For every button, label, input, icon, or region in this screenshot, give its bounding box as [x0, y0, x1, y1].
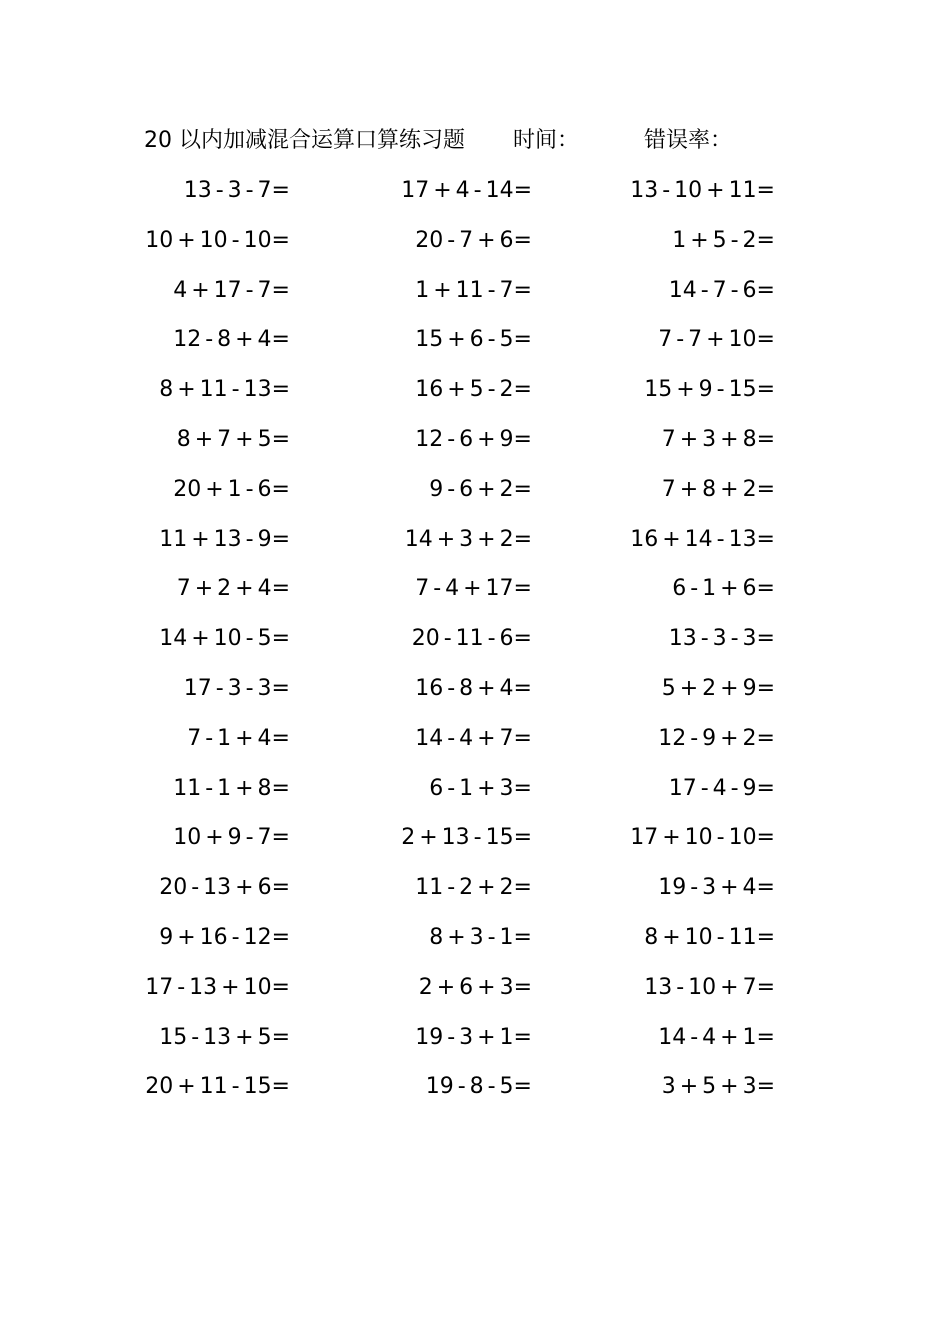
math-problem: 14 - 4 + 7=	[415, 725, 532, 751]
math-problem: 14 - 4 + 1=	[658, 1024, 775, 1050]
math-problem: 9 + 16 - 12=	[159, 924, 290, 950]
math-problem: 14 + 3 + 2=	[404, 526, 532, 552]
problem-row	[0, 664, 950, 714]
math-problem: 11 - 2 + 2=	[415, 875, 532, 901]
problem-row	[0, 963, 950, 1013]
math-problem: 20 - 13 + 6=	[159, 875, 290, 901]
math-problem: 12 - 8 + 4=	[173, 327, 290, 353]
math-problem: 7 - 7 + 10=	[658, 327, 775, 353]
math-problem: 10 + 9 - 7=	[173, 825, 290, 851]
problem-row	[0, 216, 950, 266]
math-problem: 8 + 3 - 1=	[429, 924, 532, 950]
math-problem: 7 - 4 + 17=	[415, 576, 532, 602]
math-problem: 16 - 8 + 4=	[415, 675, 532, 701]
math-problem: 17 + 10 - 10=	[630, 825, 775, 851]
math-problem: 17 - 4 - 9=	[668, 775, 775, 801]
math-problem: 11 - 1 + 8=	[173, 775, 290, 801]
math-problem: 16 + 14 - 13=	[630, 526, 775, 552]
math-problem: 13 - 10 + 7=	[644, 974, 775, 1000]
math-problem: 17 - 13 + 10=	[145, 974, 290, 1000]
math-problem: 19 - 3 + 1=	[415, 1024, 532, 1050]
math-problem: 15 + 6 - 5=	[415, 327, 532, 353]
math-problem: 7 - 1 + 4=	[187, 725, 290, 751]
problem-row	[0, 764, 950, 814]
math-problem: 17 - 3 - 3=	[183, 675, 290, 701]
math-problem: 5 + 2 + 9=	[661, 675, 775, 701]
math-problem: 20 + 11 - 15=	[145, 1074, 290, 1100]
math-problem: 2 + 13 - 15=	[401, 825, 532, 851]
math-problem: 9 - 6 + 2=	[429, 476, 532, 502]
problem-row	[0, 564, 950, 614]
math-problem: 8 + 10 - 11=	[644, 924, 775, 950]
time-label: 时间：	[513, 128, 580, 153]
math-problem: 17 + 4 - 14=	[401, 178, 532, 203]
problem-row	[0, 813, 950, 863]
math-problem: 12 - 9 + 2=	[658, 725, 775, 751]
problem-row	[0, 515, 950, 565]
math-problem: 7 + 3 + 8=	[661, 426, 775, 452]
math-problem: 4 + 17 - 7=	[173, 277, 290, 303]
problem-row	[0, 365, 950, 415]
problem-row	[0, 266, 950, 316]
math-problem: 15 - 13 + 5=	[159, 1024, 290, 1050]
math-problem: 14 - 7 - 6=	[668, 277, 775, 303]
math-problem: 3 + 5 + 3=	[661, 1074, 775, 1100]
math-problem: 19 - 8 - 5=	[425, 1074, 532, 1100]
problem-row	[0, 863, 950, 913]
math-problem: 15 + 9 - 15=	[644, 377, 775, 403]
problem-row	[0, 166, 950, 216]
problem-grid	[0, 166, 950, 1112]
worksheet-title: 20 以内加减混合运算口算练习题	[144, 128, 465, 153]
math-problem: 16 + 5 - 2=	[415, 377, 532, 403]
math-problem: 1 + 5 - 2=	[672, 227, 775, 253]
math-problem: 13 - 3 - 3=	[668, 626, 775, 652]
math-problem: 13 - 10 + 11=	[630, 178, 775, 203]
math-problem: 1 + 11 - 7=	[415, 277, 532, 303]
math-problem: 7 + 8 + 2=	[661, 476, 775, 502]
math-problem: 11 + 13 - 9=	[159, 526, 290, 552]
math-problem: 12 - 6 + 9=	[415, 426, 532, 452]
problem-row	[0, 415, 950, 465]
math-problem: 20 - 7 + 6=	[415, 227, 532, 253]
problem-row	[0, 614, 950, 664]
math-problem: 20 + 1 - 6=	[173, 476, 290, 502]
problem-row	[0, 465, 950, 515]
math-problem: 14 + 10 - 5=	[159, 626, 290, 652]
math-problem: 6 - 1 + 3=	[429, 775, 532, 801]
math-problem: 8 + 11 - 13=	[159, 377, 290, 403]
problem-row	[0, 714, 950, 764]
math-problem: 2 + 6 + 3=	[418, 974, 532, 1000]
math-problem: 8 + 7 + 5=	[176, 426, 290, 452]
problem-row	[0, 913, 950, 963]
problem-row	[0, 1013, 950, 1063]
math-problem: 13 - 3 - 7=	[183, 178, 290, 203]
math-problem: 10 + 10 - 10=	[145, 227, 290, 253]
problem-row	[0, 315, 950, 365]
error-rate-label: 错误率：	[644, 128, 733, 153]
math-problem: 7 + 2 + 4=	[176, 576, 290, 602]
math-problem: 20 - 11 - 6=	[411, 626, 532, 652]
math-problem: 6 - 1 + 6=	[672, 576, 775, 602]
problem-row	[0, 1062, 950, 1112]
math-problem: 19 - 3 + 4=	[658, 875, 775, 901]
worksheet-header	[144, 124, 844, 158]
